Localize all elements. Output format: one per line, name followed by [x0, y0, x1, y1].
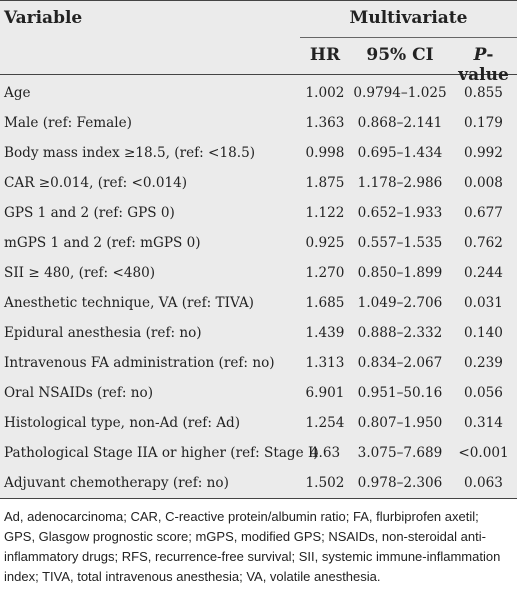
- table-body: [0, 75, 517, 499]
- multivariate-header: Multivariate: [349, 8, 468, 28]
- table-row: [0, 138, 517, 168]
- p-value-cell: 0.063: [464, 475, 503, 491]
- header-row-2: [0, 38, 517, 85]
- p-value-cell: 0.031: [464, 295, 503, 311]
- ci-cell: 1.049–2.706: [357, 295, 443, 311]
- hr-cell: 1.122: [305, 205, 345, 221]
- table-header: [0, 0, 517, 85]
- ci-cell: 0.868–2.141: [357, 115, 443, 131]
- ci-cell: 0.951–50.16: [357, 385, 443, 401]
- table-row: [0, 288, 517, 318]
- row-label: Histological type, non-Ad (ref: Ad): [4, 415, 241, 431]
- row-label: SII ≥ 480, (ref: <480): [4, 265, 156, 281]
- row-label: Epidural anesthesia (ref: no): [4, 325, 202, 341]
- hr-cell: 1.439: [305, 325, 345, 341]
- hr-cell: 1.502: [305, 475, 345, 491]
- ci-cell: 0.652–1.933: [357, 205, 443, 221]
- ci-cell: 0.9794–1.025: [353, 85, 447, 101]
- p-value-cell: <0.001: [458, 445, 509, 461]
- row-label: mGPS 1 and 2 (ref: mGPS 0): [4, 235, 201, 251]
- p-value-cell: 0.992: [464, 145, 503, 161]
- hr-cell: 1.875: [305, 175, 345, 191]
- hr-cell: 1.002: [305, 85, 345, 101]
- p-value-cell: 0.239: [464, 355, 503, 371]
- header-row-1: [0, 0, 517, 38]
- row-label: CAR ≥0.014, (ref: <0.014): [4, 175, 188, 191]
- p-value-cell: 0.179: [464, 115, 503, 131]
- row-label: Adjuvant chemotherapy (ref: no): [4, 475, 229, 491]
- ci-cell: 0.978–2.306: [357, 475, 443, 491]
- row-label: Oral NSAIDs (ref: no): [4, 385, 154, 401]
- hr-cell: 1.254: [305, 415, 345, 431]
- p-value-cell: 0.314: [464, 415, 503, 431]
- hr-cell: 1.685: [305, 295, 345, 311]
- hr-cell: 0.998: [305, 145, 345, 161]
- table-row: [0, 408, 517, 438]
- table-row: [0, 258, 517, 288]
- table-row: [0, 348, 517, 378]
- hr-cell: 1.363: [305, 115, 345, 131]
- p-value-cell: 0.677: [464, 205, 503, 221]
- table-row: [0, 468, 517, 498]
- ci-cell: 0.557–1.535: [357, 235, 443, 251]
- row-label: Male (ref: Female): [4, 115, 132, 131]
- ci-cell: 0.850–1.899: [357, 265, 443, 281]
- p-italic: P: [473, 45, 487, 65]
- table-footnote: Ad, adenocarcinoma; CAR, C-reactive protein/albumin ratio; FA, flurbiprofen axetil; GPS, Glasgow prognostic score; mGPS, modified GPS; NSAIDs, non-steroidal anti-inflammatory drugs; RFS, recurrence-free survival; SII, systemic immune-inflammation index; TIVA, total intravenous anesthesia; VA, volatile anesthesia.: [4, 509, 501, 584]
- table-row: [0, 438, 517, 468]
- ci-cell: 1.178–2.986: [357, 175, 443, 191]
- table-row: [0, 318, 517, 348]
- hr-cell: 0.925: [305, 235, 345, 251]
- p-value-cell: 0.855: [464, 85, 503, 101]
- hr-header: HR: [309, 45, 341, 65]
- hr-cell: 6.901: [305, 385, 345, 401]
- row-label: Anesthetic technique, VA (ref: TIVA): [4, 295, 254, 311]
- p-value-cell: 0.008: [464, 175, 503, 191]
- table-row: [0, 228, 517, 258]
- ci-header: 95% CI: [366, 45, 434, 65]
- p-value-cell: 0.762: [464, 235, 503, 251]
- p-value-cell: 0.140: [464, 325, 503, 341]
- table-row: [0, 168, 517, 198]
- table-row: [0, 378, 517, 408]
- table-row: [0, 78, 517, 108]
- ci-cell: 0.834–2.067: [357, 355, 443, 371]
- variable-header: Variable: [4, 8, 83, 28]
- hr-cell: 1.313: [305, 355, 345, 371]
- row-label: GPS 1 and 2 (ref: GPS 0): [4, 205, 175, 221]
- ci-cell: 0.888–2.332: [357, 325, 443, 341]
- table-row: [0, 198, 517, 228]
- row-label: Age: [4, 85, 31, 101]
- p-value-cell: 0.244: [464, 265, 503, 281]
- ci-cell: 0.695–1.434: [357, 145, 443, 161]
- ci-cell: 3.075–7.689: [357, 445, 443, 461]
- row-label: Body mass index ≥18.5, (ref: <18.5): [4, 145, 256, 161]
- p-value-cell: 0.056: [464, 385, 503, 401]
- ci-cell: 0.807–1.950: [357, 415, 443, 431]
- row-label: Pathological Stage IIA or higher (ref: Stage I): [4, 445, 319, 461]
- hr-cell: 4.63: [309, 445, 341, 461]
- hr-cell: 1.270: [305, 265, 345, 281]
- row-label: Intravenous FA administration (ref: no): [4, 355, 275, 371]
- table-row: [0, 108, 517, 138]
- p-suffix: -value: [458, 45, 509, 85]
